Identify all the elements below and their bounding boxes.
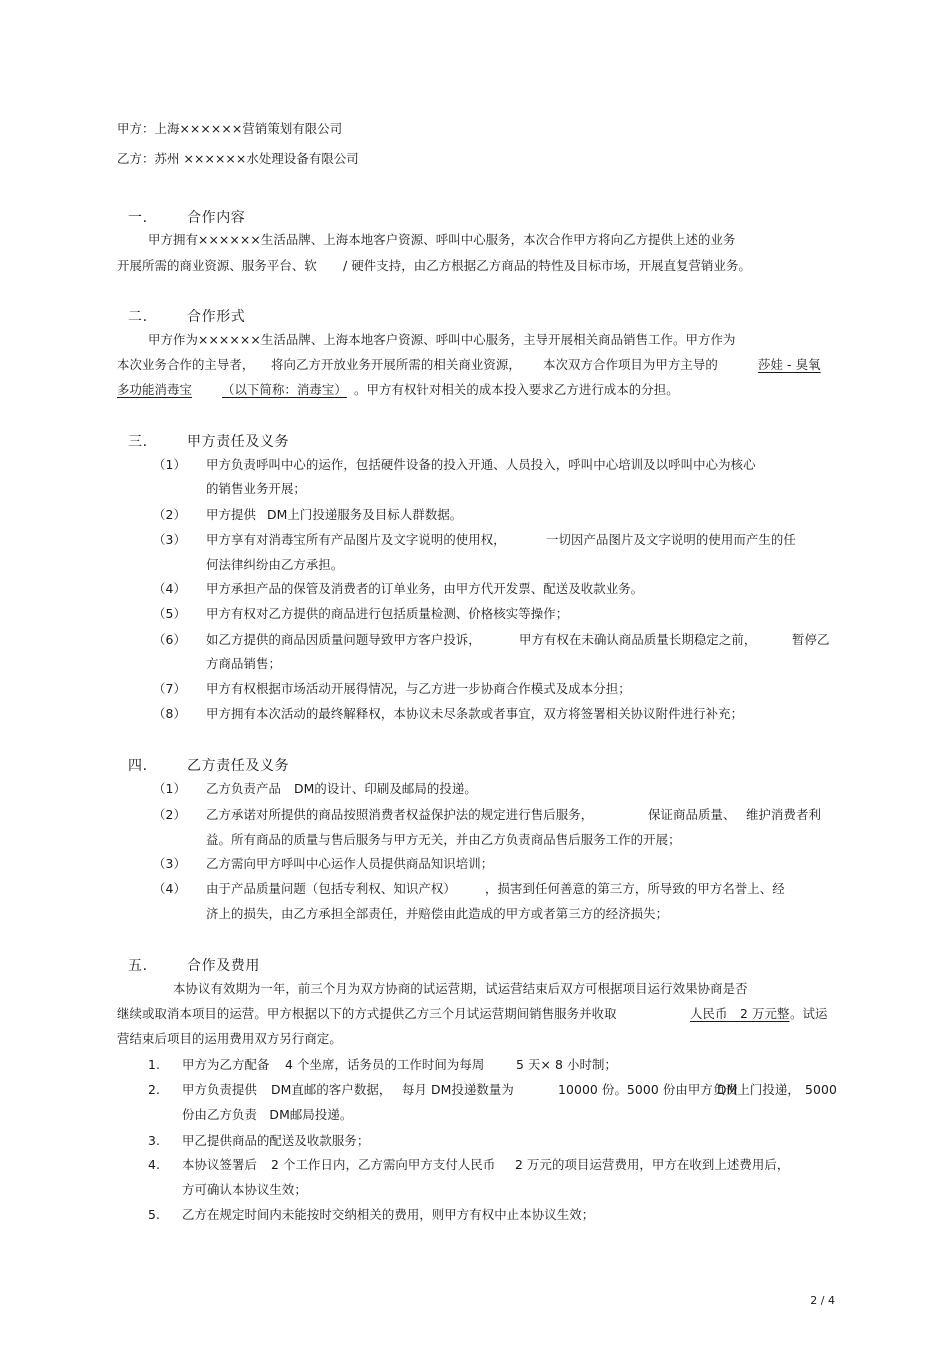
list-item-text: 每月 DM投递数量为: [402, 1082, 514, 1097]
list-item-text: 保证商品质量、: [648, 807, 736, 822]
list-item-number: （4）: [153, 881, 186, 896]
list-item-text: 由于产品质量问题（包括专利权、知识产权）: [206, 881, 456, 896]
section-5-line: 继续或取消本项目的运营。甲方根据以下的方式提供乙方三个月试运营期间销售服务并收取: [117, 1006, 617, 1021]
list-item-text: 维护消费者利: [746, 807, 821, 822]
list-item-text: 何法律纠纷由乙方承担。: [206, 557, 344, 572]
section-1-title: 合作内容: [187, 210, 246, 226]
section-2-line: 。甲方有权针对相关的成本投入要求乙方进行成本的分担。: [354, 382, 679, 397]
list-item-text: 甲方有权对乙方提供的商品进行包括质量检测、价格核实等操作；: [206, 606, 569, 621]
product-name-underlined: 多功能消毒宝: [117, 382, 192, 397]
section-2-number: 二.: [128, 309, 148, 325]
party-a: 甲方：上海××××××营销策划有限公司: [117, 121, 343, 136]
list-item-number: 5.: [148, 1207, 161, 1222]
list-item-number: （1）: [153, 457, 186, 472]
list-item-text: 份由乙方负责 DM邮局投递。: [182, 1107, 353, 1122]
list-item-text: 益。所有商品的质量与售后服务与甲方无关，并由乙方负责商品售后服务工作的开展；: [206, 832, 681, 847]
list-item-text: 甲方提供: [206, 507, 256, 522]
section-1-line: 开展所需的商业资源、服务平台、软: [117, 258, 317, 273]
list-item-text: DM上门投递，: [717, 1082, 800, 1097]
section-4-title: 乙方责任及义务: [187, 758, 290, 774]
list-item-number: 4.: [148, 1157, 161, 1172]
list-item-text: 2 个工作日内，乙方需向甲方支付人民币: [271, 1157, 496, 1172]
list-item-number: （4）: [153, 581, 186, 596]
list-item-text: 乙方负责产品: [206, 781, 281, 796]
list-item-text: 10000 份。5000 份由甲方负责: [558, 1082, 738, 1097]
list-item-text: 乙方在规定时间内未能按时交纳相关的费用，则甲方有权中止本协议生效；: [182, 1207, 595, 1222]
list-item-text: 5000: [805, 1082, 837, 1097]
list-item-text: 甲方享有对消毒宝所有产品图片及文字说明的使用权，: [206, 532, 506, 547]
list-item-text: 暂停乙: [792, 632, 830, 647]
section-5-title: 合作及费用: [187, 958, 260, 974]
section-1-line: 甲方拥有××××××生活品牌、上海本地客户资源、呼叫中心服务，本次合作甲方将向乙方提供上述的业务: [148, 232, 736, 247]
list-item-text: 甲方拥有本次活动的最终解释权，本协议未尽条款或者事宜，双方将签署相关协议附件进行补充；: [206, 706, 744, 721]
list-item-text: 济上的损失，由乙方承担全部责任，并赔偿由此造成的甲方或者第三方的经济损失；: [206, 906, 669, 921]
list-item-text: 4 个坐席，话务员的工作时间为每周: [285, 1057, 485, 1072]
list-item-text: 本协议签署后: [182, 1157, 257, 1172]
list-item-number: 3.: [148, 1133, 161, 1148]
section-1-number: 一.: [128, 210, 148, 226]
list-item-text: 甲方有权根据市场活动开展得情况，与乙方进一步协商合作模式及成本分担；: [206, 681, 631, 696]
list-item-text: 一切因产品图片及文字说明的使用而产生的任: [546, 532, 796, 547]
list-item-text: DM直邮的客户数据，: [271, 1082, 392, 1097]
list-item-text: 甲方为乙方配备: [182, 1057, 270, 1072]
fee-amount-underlined: 人民币 2 万元整: [690, 1006, 790, 1021]
list-item-text: DM上门投递服务及目标人群数据。: [267, 507, 463, 522]
section-5-line: 本协议有效期为一年，前三个月为双方协商的试运营期，试运营结束后双方可根据项目运行效果协商是否: [173, 981, 748, 996]
section-2-line: 本次业务合作的主导者，: [117, 357, 255, 372]
section-5-line: 营结束后项目的运用费用双方另行商定。: [117, 1031, 342, 1046]
list-item-text: 甲方负责呼叫中心的运作，包括硬件设备的投入开通、人员投入，呼叫中心培训及以呼叫中心为核心: [206, 457, 756, 472]
party-b: 乙方：苏州 ××××××水处理设备有限公司: [117, 151, 359, 166]
list-item-text: 2 万元的项目运营费用，甲方在收到上述费用后，: [515, 1157, 790, 1172]
list-item-text: 方可确认本协议生效；: [182, 1182, 307, 1197]
list-item-number: （3）: [153, 856, 186, 871]
list-item-text: DM的设计、印刷及邮局的投递。: [294, 781, 477, 796]
list-item-text: 甲乙提供商品的配送及收款服务；: [182, 1133, 370, 1148]
list-item-number: （3）: [153, 532, 186, 547]
list-item-text: 5 天× 8 小时制；: [516, 1057, 618, 1072]
list-item-number: （1）: [153, 781, 186, 796]
section-1-line: / 硬件支持，由乙方根据乙方商品的特性及目标市场，开展直复营销业务。: [343, 258, 752, 273]
list-item-text: 如乙方提供的商品因质量问题导致甲方客户投诉，: [206, 632, 481, 647]
section-2-line: 甲方作为××××××生活品牌、上海本地客户资源、呼叫中心服务，主导开展相关商品销售工作。甲方作为: [148, 332, 736, 347]
section-2-line: 将向乙方开放业务开展所需的相关商业资源，: [271, 357, 521, 372]
section-5-number: 五.: [128, 958, 148, 974]
section-4-number: 四.: [128, 758, 148, 774]
list-item-text: 甲方负责提供: [182, 1082, 257, 1097]
list-item-text: 甲方承担产品的保管及消费者的订单业务，由甲方代开发票、配送及收款业务。: [206, 581, 644, 596]
list-item-text: ，损害到任何善意的第三方，所导致的甲方名誉上、经: [485, 881, 785, 896]
section-2-title: 合作形式: [187, 309, 246, 325]
section-3-number: 三.: [128, 434, 148, 450]
list-item-text: 甲方有权在未确认商品质量长期稳定之前，: [519, 632, 757, 647]
list-item-number: （8）: [153, 706, 186, 721]
list-item-text: 乙方需向甲方呼叫中心运作人员提供商品知识培训；: [206, 856, 494, 871]
product-alias-underlined: （以下简称：消毒宝）: [222, 382, 347, 397]
list-item-number: （2）: [153, 807, 186, 822]
section-2-line: 本次双方合作项目为甲方主导的: [543, 357, 718, 372]
list-item-number: （6）: [153, 632, 186, 647]
list-item-text: 方商品销售；: [206, 656, 281, 671]
list-item-text: 乙方承诺对所提供的商品按照消费者权益保护法的规定进行售后服务，: [206, 807, 594, 822]
list-item-number: （5）: [153, 606, 186, 621]
list-item-number: 1.: [148, 1057, 161, 1072]
section-5-line: 。试运: [790, 1006, 828, 1021]
page-number: 2 / 4: [810, 1294, 835, 1307]
list-item-number: 2.: [148, 1082, 161, 1097]
product-name-underlined: 莎娃 - 臭氧: [758, 357, 821, 372]
section-3-title: 甲方责任及义务: [187, 434, 290, 450]
list-item-number: （2）: [153, 507, 186, 522]
list-item-text: 的销售业务开展；: [206, 481, 306, 496]
list-item-number: （7）: [153, 681, 186, 696]
